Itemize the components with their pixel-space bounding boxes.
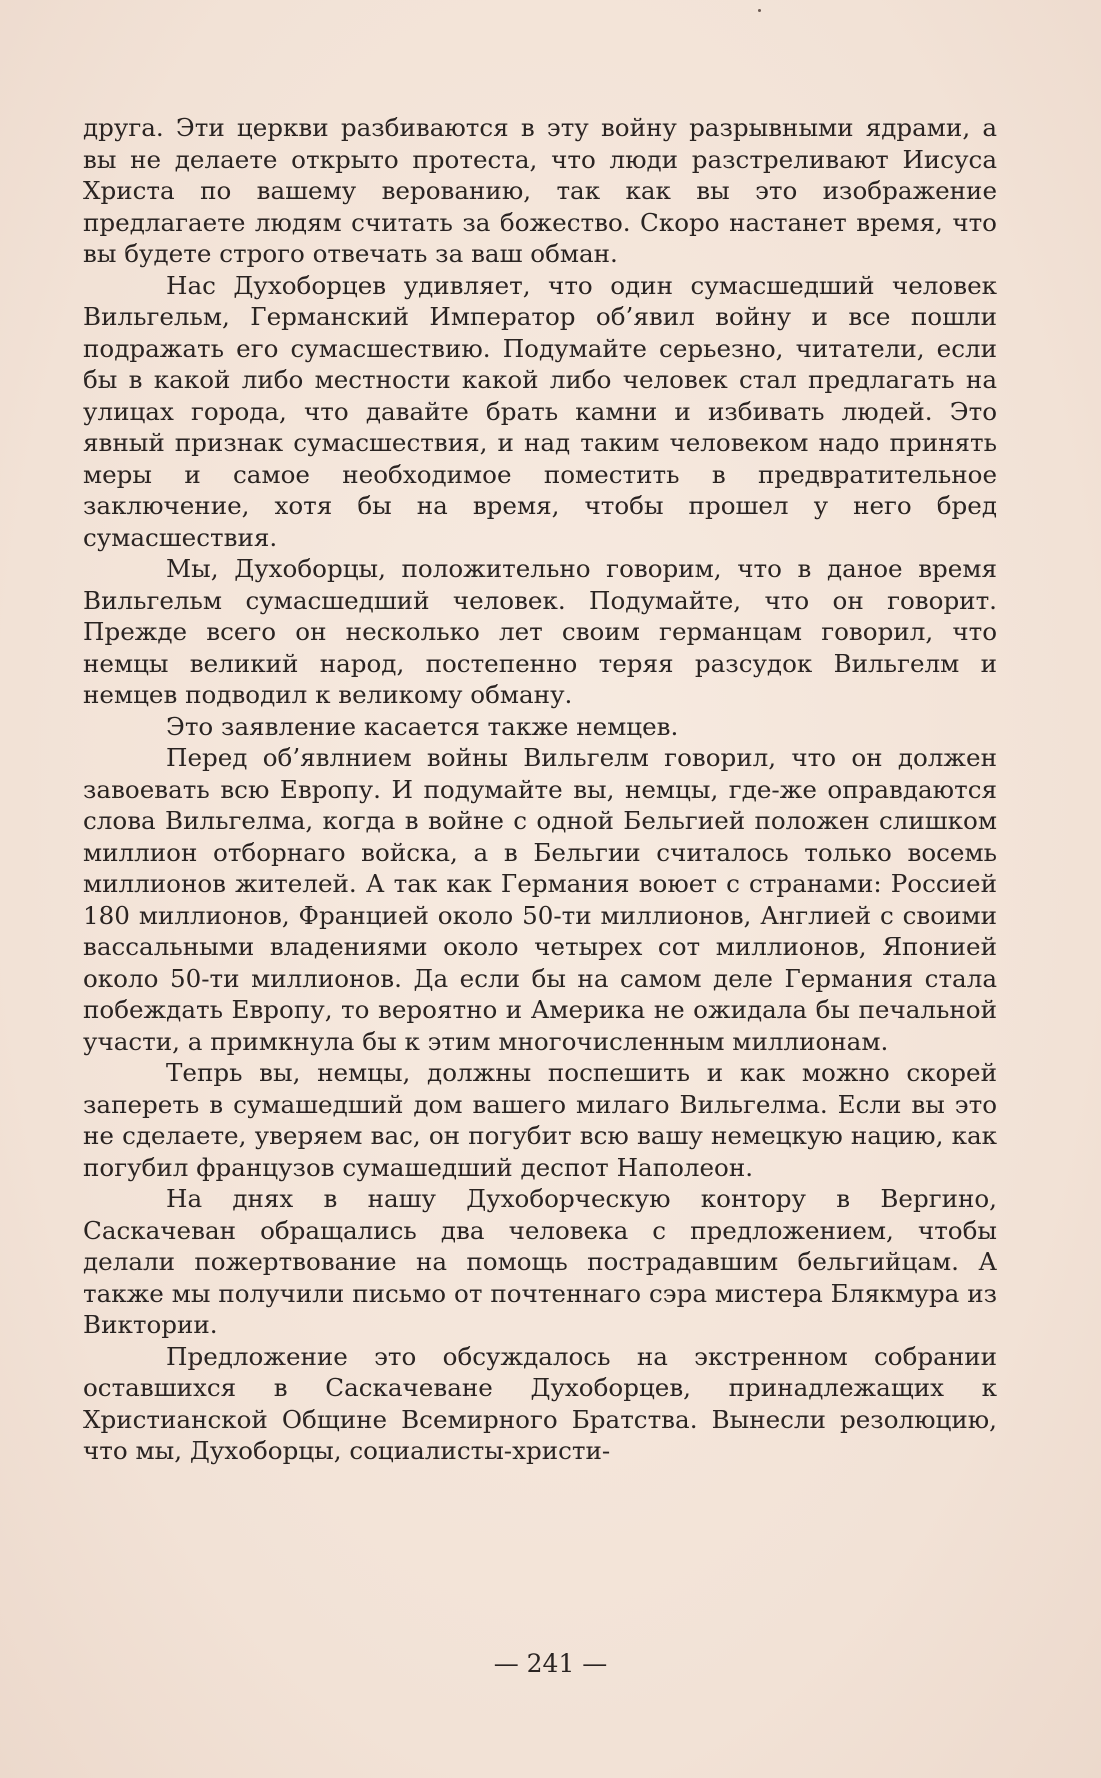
paragraph-6: Тепрь вы, немцы, должны поспешить и как можно скорей запереть в сумашедший дом вашего милаго Вильгелма. Если вы это не сделаете, уверяем вас, он погубит всю вашу немецкую нацию, как погубил французов сумашедший деспот Наполеон. [83,1058,997,1182]
print-speck [758,9,761,12]
paragraph-1: друга. Эти церкви разбиваются в эту войну разрывными ядрами, а вы не делаете открыто протеста, что люди разстреливают Иисуса Христа по вашему верованию, так как вы это изображение предлагаете людям считать за божество. Скоро настанет время, что вы будете строго отвечать за ваш обман. [83,113,997,268]
body-text [83,112,997,1467]
paragraph-4: Это заявление касается также немцев. [166,711,679,741]
paragraph-8: Предложение это обсуждалось на экстренном собрании оставшихся в Саскачеване Духоборцев, принадлежащих к Христианской Общине Всемирного Братства. Вынесли резолюцию, что мы, Духоборцы, социалисты-христи- [83,1341,997,1465]
paragraph-3: Мы, Духоборцы, положительно говорим, что в даное время Вильгельм сумасшедший человек. Подумайте, что он говорит. Прежде всего он несколько лет своим германцам говорил, что немцы великий народ, постепенно теряя разсудок Вильгелм и немцев подводил к великому обману. [83,554,997,709]
paragraph-2: Нас Духоборцев удивляет, что один сумасшедший человек Вильгельм, Германский Император об’явил войну и все пошли подражать его сумасшествию. Подумайте серьезно, читатели, если бы в какой либо местности какой либо человек стал предлагать на улицах города, что давайте брать камни и избивать людей. Это явный признак сумасшествия, и над таким человеком надо принять меры и самое необходимое поместить в предвратительное заключение, хотя бы на время, чтобы прошел у него бред сумасшествия. [83,270,997,552]
paragraph-7: На днях в нашу Духоборческую контору в Вергино, Саскачеван обращались два человека с предложением, чтобы делали пожертвование на помощь пострадавшим бельгийцам. А также мы получили письмо от почтеннаго сэра мистера Блякмура из Виктории. [83,1184,997,1339]
page-number: — 241 — [493,1649,608,1678]
paragraph-5: Перед об’явлнием войны Вильгелм говорил, что он должен завоевать всю Европу. И подумайте вы, немцы, где-же оправдаются слова Вильгелма, когда в войне с одной Бельгией положен слишком миллион отборнаго войска, а в Бельгии считалось только восемь миллионов жителей. А так как Германия воюет с странами: Россией 180 миллионов, Францией около 50-ти миллионов, Англией с своими вассальными владениями около четырех сот миллионов, Японией около 50-ти миллионов. Да если бы на самом деле Германия стала побеждать Европу, то вероятно и Америка не ожидала бы печальной участи, а примкнула бы к этим многочисленным миллионам. [83,743,997,1056]
